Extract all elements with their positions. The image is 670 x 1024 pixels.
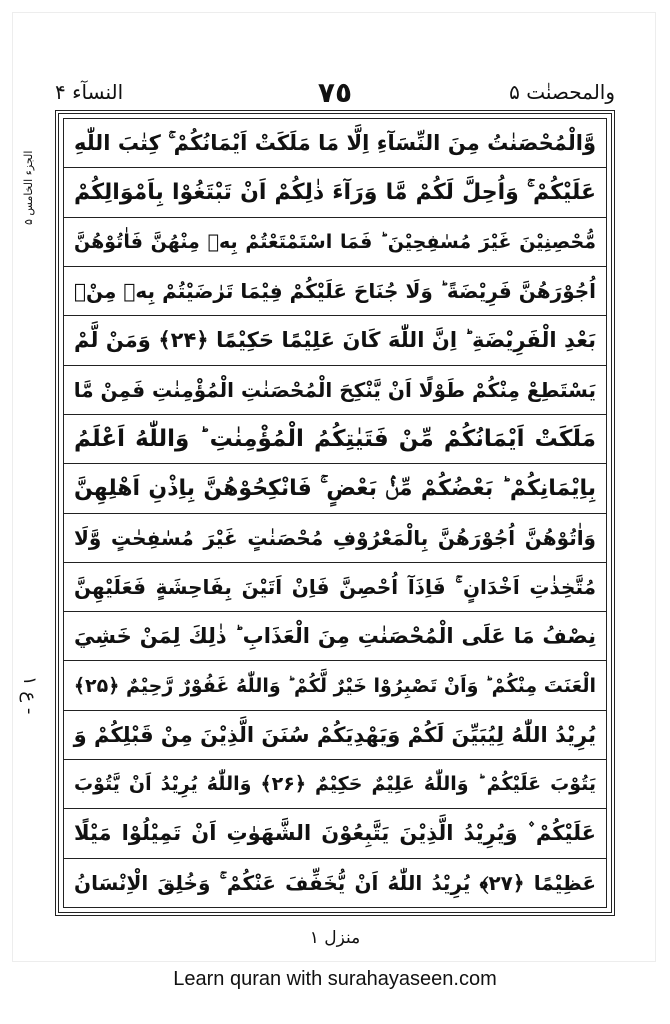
verse-line-text: اُجُوْرَهُنَّ فَرِيْضَةً ؕ وَلَا جُنَاحَ عَلَيْكُمْ فِيْمَا تَرٰضَيْتُمْ بِهٖ مِنْۢ (74, 279, 596, 304)
verse-line-text: يَتُوْبَ عَلَيْكُمْ ؕ وَاللّٰهُ عَلِيْمٌ حَكِيْمٌ ﴿۲۶﴾ وَاللّٰهُ يُرِيْدُ اَنْ يَّتُوْبَ (74, 773, 596, 796)
verse-line (64, 809, 606, 858)
verse-line (64, 168, 606, 217)
verse-line-text: يُرِيْدُ اللّٰهُ لِيُبَيِّنَ لَكُمْ وَيَهْدِيَكُمْ سُنَنَ الَّذِيْنَ مِنْ قَبْلِكُمْ وَ (73, 722, 596, 747)
verse-line-text: بِاِيْمَانِكُمْ ؕ بَعْضُكُمْ مِّنْۢ بَعْضٍ ۚ فَانْكِحُوْهُنَّ بِاِذْنِ اَهْلِهِنَّ (74, 475, 596, 501)
verse-line (64, 415, 606, 464)
page-header (55, 76, 615, 112)
verse-line-text: مُتَّخِذٰتِ اَخْدَانٍ ۚ فَاِذَآ اُحْصِنَّ فَاِنْ اَتَيْنَ بِفَاحِشَةٍ فَعَلَيْهِنَّ (74, 574, 596, 599)
verse-line (64, 267, 606, 316)
verse-line (64, 218, 606, 267)
verse-line-text: مَلَكَتْ اَيْمَانُكُمْ مِّنْ فَتَيٰتِكُمُ الْمُؤْمِنٰتِ ؕ وَاللّٰهُ اَعْلَمُ (74, 426, 596, 453)
verse-line-text: عَظِيْمًا ﴿۲۷﴾ يُرِيْدُ اللّٰهُ اَنْ يُّخَفِّفَ عَنْكُمْ ۚ وَخُلِقَ الْاِنْسَانُ (74, 870, 597, 895)
verse-line-text: عَلَيْكُمْ ۫ وَيُرِيْدُ الَّذِيْنَ يَتَّبِعُوْنَ الشَّهَوٰتِ اَنْ تَمِيْلُوْا مَيْلًا (74, 821, 596, 846)
verse-line-text: وَاٰتُوْهُنَّ اُجُوْرَهُنَّ بِالْمَعْرُوْفِ مُحْصَنٰتٍ غَيْرَ مُسٰفِحٰتٍ وَّلَا (74, 525, 596, 550)
verse-line (64, 661, 606, 710)
verse-line-text: عَلَيْكُمْ ۚ وَاُحِلَّ لَكُمْ مَّا وَرَآءَ ذٰلِكُمْ اَنْ تَبْتَغُوْا بِاَمْوَالِكُمْ (74, 179, 596, 205)
verse-line (64, 464, 606, 513)
verse-line (64, 859, 606, 907)
verse-line-text: الْعَنَتَ مِنْكُمْ ؕ وَاَنْ تَصْبِرُوْا خَيْرٌ لَّكُمْ ؕ وَاللّٰهُ غَفُوْرٌ رَّحِيْمٌ ﴿۲۵﴾ (73, 674, 596, 697)
ruku-marker: ع ١ - (19, 675, 40, 715)
verse-line (64, 711, 606, 760)
verse-line-text: مُّحْصِنِيْنَ غَيْرَ مُسٰفِحِيْنَ ؕ فَمَا اسْتَمْتَعْتُمْ بِهٖ مِنْهُنَّ فَاٰتُوْهُنَّ (74, 230, 596, 253)
verse-line-text: يَسْتَطِعْ مِنْكُمْ طَوْلًا اَنْ يَّنْكِحَ الْمُحْصَنٰتِ الْمُؤْمِنٰتِ فَمِنْ مَّا (73, 377, 596, 402)
verse-line (64, 612, 606, 661)
quran-text-frame (55, 110, 615, 916)
verse-line (64, 760, 606, 809)
verse-line (64, 316, 606, 365)
manzil-label: منزل ۱ (309, 928, 361, 948)
verse-line (64, 119, 606, 168)
verse-lines (64, 119, 606, 907)
juz-side-label: الجزء الخامس ۵ (22, 150, 35, 226)
surah-name: النسآء ۴ (55, 80, 124, 104)
credit-text: Learn quran with surahayaseen.com (173, 968, 497, 990)
verse-line (64, 563, 606, 612)
verse-line-text: بَعْدِ الْفَرِيْضَةِ ؕ اِنَّ اللّٰهَ كَانَ عَلِيْمًا حَكِيْمًا ﴿۲۴﴾ وَمَنْ لَّمْ (74, 328, 597, 353)
verse-line-text: نِصْفُ مَا عَلَى الْمُحْصَنٰتِ مِنَ الْعَذَابِ ؕ ذٰلِكَ لِمَنْ خَشِيَ (74, 624, 596, 649)
juz-name: والمحصنٰت ۵ (509, 80, 615, 104)
quran-text-inner (63, 118, 607, 908)
page-number: ٧٥ (317, 76, 353, 109)
verse-line-text: وَّالْمُحْصَنٰتُ مِنَ النِّسَآءِ اِلَّا مَا مَلَكَتْ اَيْمَانُكُمْ ۚ كِتٰبَ اللّٰهِ (74, 130, 596, 155)
verse-line (64, 366, 606, 415)
verse-line (64, 514, 606, 563)
